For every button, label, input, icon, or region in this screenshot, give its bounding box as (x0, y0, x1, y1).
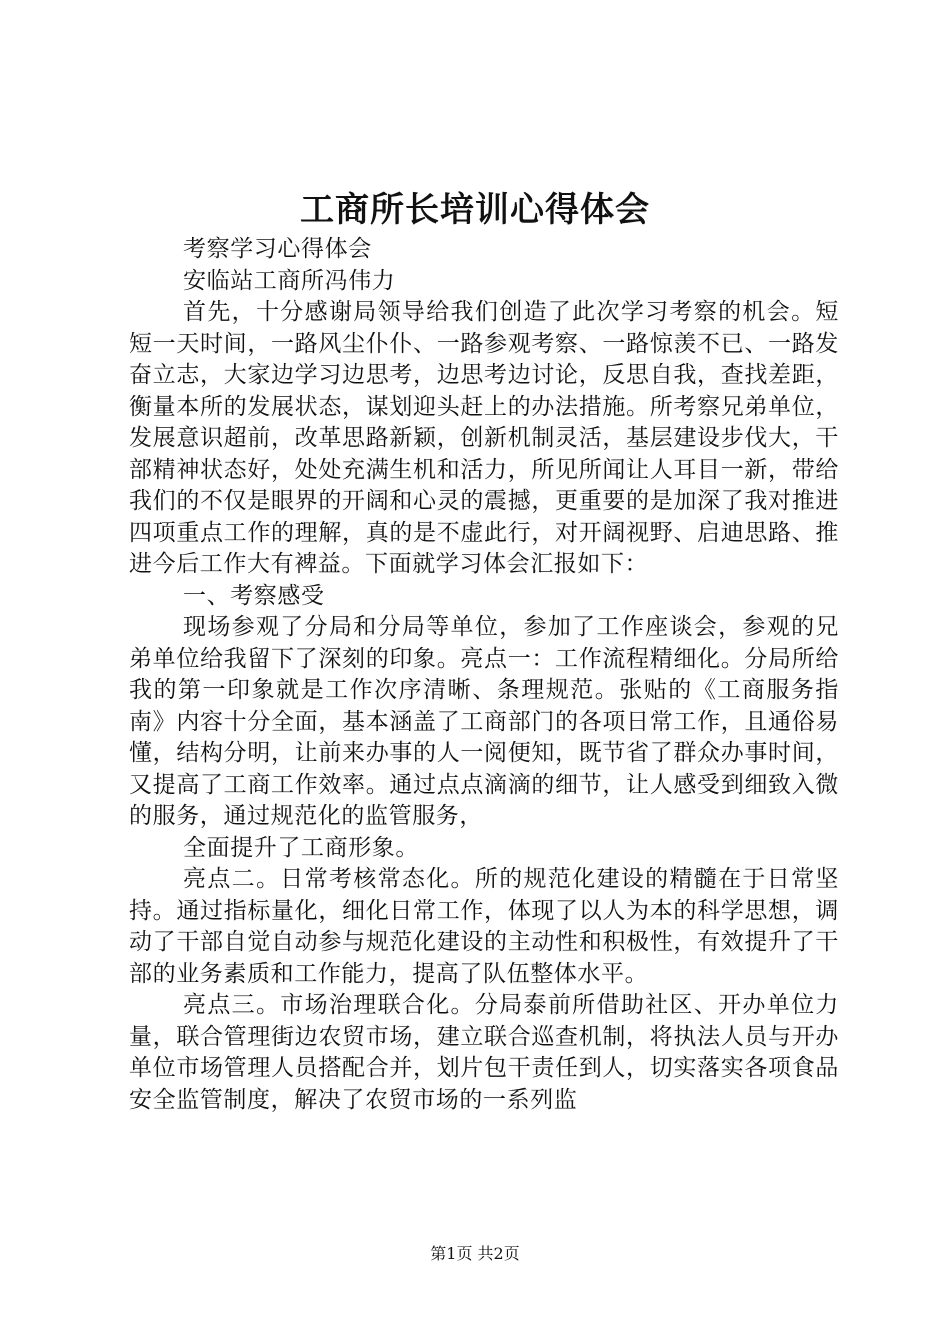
paragraph-highlight-one: 现场参观了分局和分局等单位，参加了工作座谈会，参观的兄弟单位给我留下了深刻的印象。亮点一：工作流程精细化。分局所给我的第一印象就是工作次序清晰、条理规范。张贴的《工商服务指南》内容十分全面，基本涵盖了工商部门的各项日常工作，且通俗易懂，结构分明，让前来办事的人一阅便知，既节省了群众办事时间，又提高了工商工作效率。通过点点滴滴的细节，让人感受到细致入微的服务，通过规范化的监管服务， (129, 614, 839, 829)
paragraph-highlight-three: 亮点三。市场治理联合化。分局泰前所借助社区、开办单位力量，联合管理街边农贸市场，建立联合巡查机制，将执法人员与开办单位市场管理人员搭配合并，划片包干责任到人，切实落实各项食品安全监管制度，解决了农贸市场的一系列监 (129, 992, 839, 1113)
paragraph-continuation: 全面提升了工商形象。 (183, 834, 419, 861)
page-footer: 第1页 共2页 (430, 1244, 520, 1263)
document-title: 工商所长培训心得体会 (300, 190, 650, 230)
document-body (129, 234, 839, 1116)
section-heading: 一、考察感受 (183, 582, 325, 609)
paragraph-highlight-two: 亮点二。日常考核常态化。所的规范化建设的精髓在于日常坚持。通过指标量化，细化日常工作，体现了以人为本的科学思想，调动了干部自觉自动参与规范化建设的主动性和积极性，有效提升了干部的业务素质和工作能力，提高了队伍整体水平。 (129, 866, 839, 987)
paragraph-subtitle: 考察学习心得体会 (183, 236, 372, 262)
paragraph-intro: 首先，十分感谢局领导给我们创造了此次学习考察的机会。短短一天时间，一路风尘仆仆、一路参观考察、一路惊羡不已、一路发奋立志，大家边学习边思考，边思考边讨论，反思自我，查找差距，衡量本所的发展状态，谋划迎头赶上的办法措施。所考察兄弟单位，发展意识超前，改革思路新颖，创新机制灵活，基层建设步伐大，干部精神状态好，处处充满生机和活力，所见所闻让人耳目一新，带给我们的不仅是眼界的开阔和心灵的震撼，更重要的是加深了我对推进四项重点工作的理解，真的是不虚此行，对开阔视野、启迪思路、推进今后工作大有裨益。下面就学习体会汇报如下： (129, 299, 839, 577)
paragraph-author: 安临站工商所冯伟力 (183, 267, 396, 294)
